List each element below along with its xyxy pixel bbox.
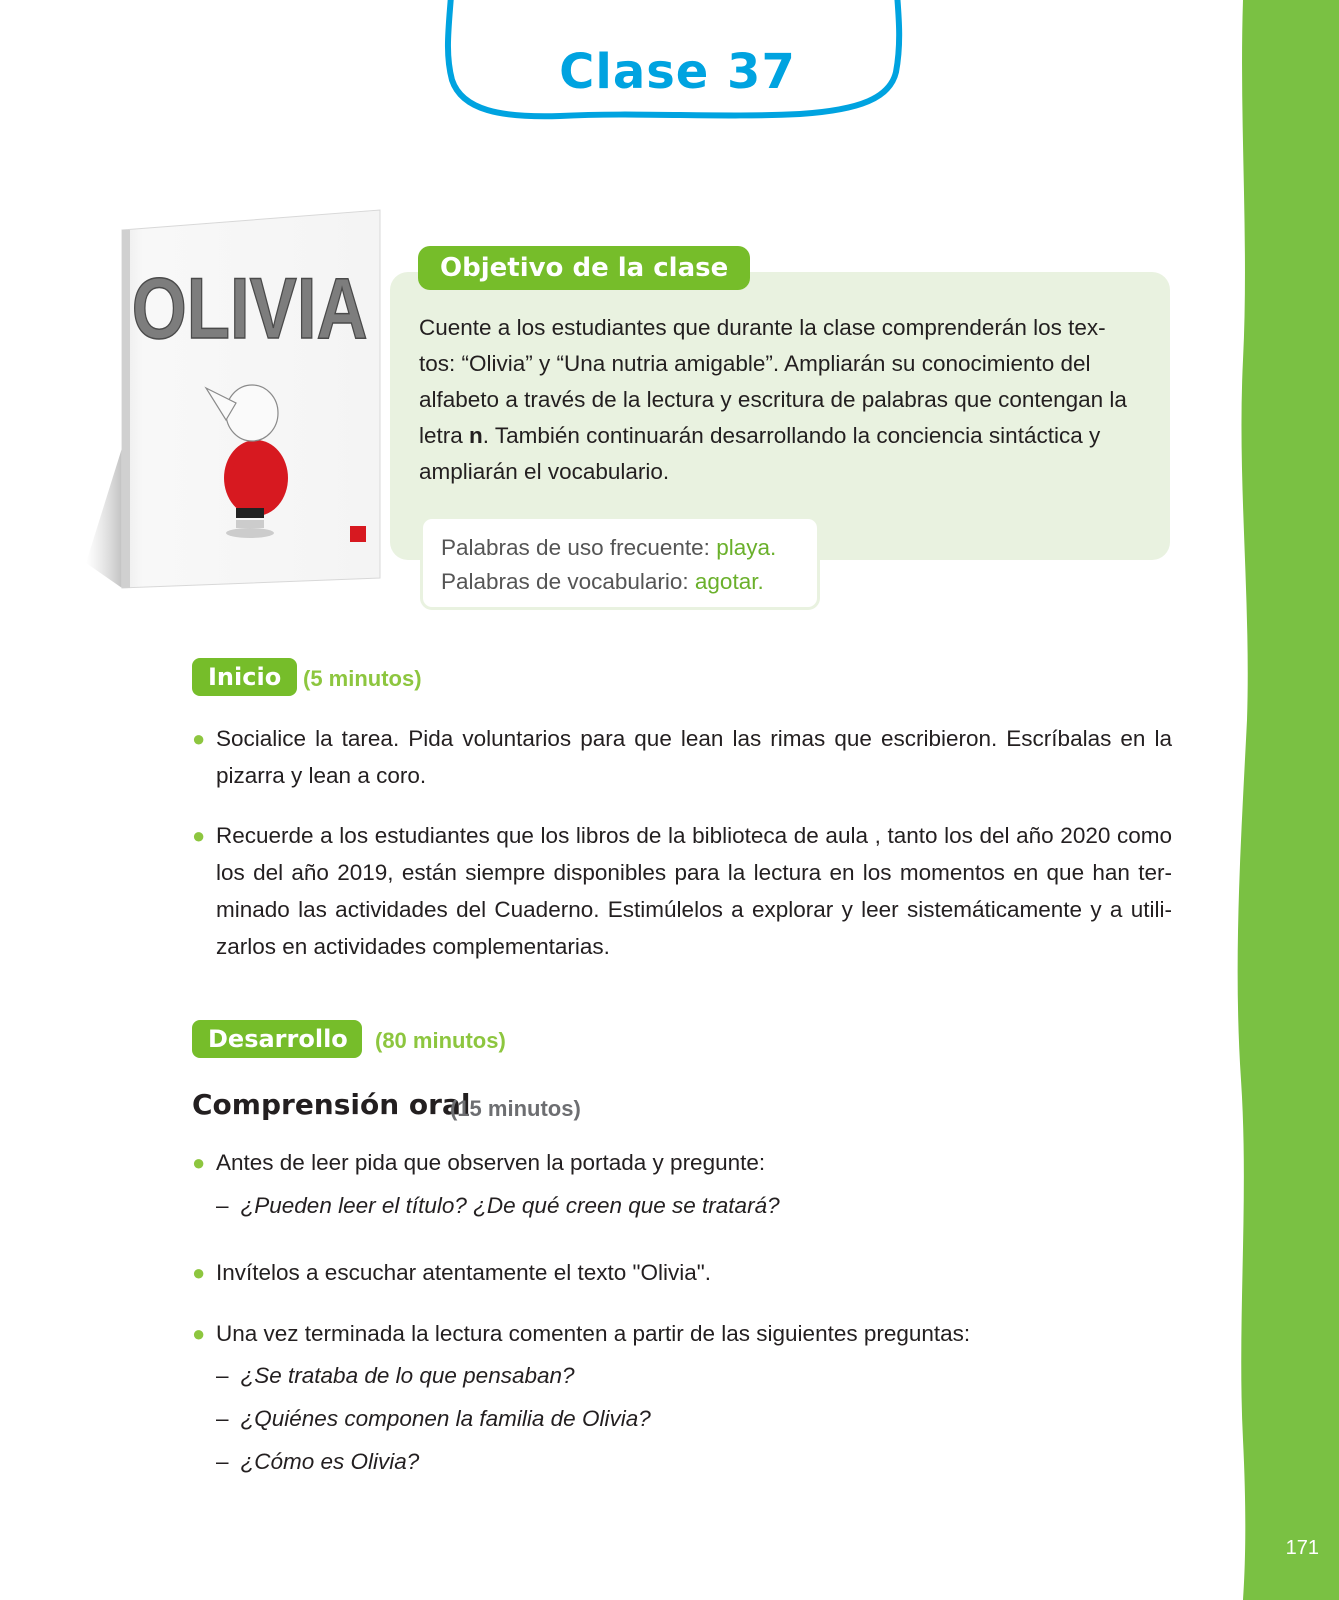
page-title: Clase 37: [559, 44, 796, 100]
list-item: ● Invítelos a escuchar atentamente el texto "Olivia".: [192, 1254, 1172, 1291]
objective-letter-n: n: [469, 423, 483, 448]
section-tag-desarrollo: Desarrollo: [192, 1020, 362, 1058]
bullet-icon: ●: [192, 1260, 206, 1285]
question-item: – ¿Quiénes componen la familia de Olivia?: [216, 1406, 651, 1431]
bullet-icon: ●: [192, 726, 206, 751]
subheading-comprension: Comprensión oral: [192, 1088, 471, 1121]
question-item: – ¿Pueden leer el título? ¿De qué creen que se tratará?: [216, 1193, 780, 1218]
list-item: ● Antes de leer pida que observen la portada y pregunte:: [192, 1144, 1172, 1181]
frequent-words-line: Palabras de uso frecuente: playa.: [441, 535, 777, 560]
objective-tag: Objetivo de la clase: [418, 246, 750, 290]
bullet-icon: ●: [192, 1321, 206, 1346]
section-tag-inicio: Inicio: [192, 658, 297, 696]
question-item: – ¿Se trataba de lo que pensaban?: [216, 1363, 575, 1388]
comprension-duration: (15 minutos): [450, 1096, 581, 1121]
side-green-band: [1229, 0, 1339, 1600]
question-item: – ¿Cómo es Olivia?: [216, 1449, 420, 1474]
cover-title: OLIVIA: [131, 261, 368, 358]
desarrollo-duration: (80 minutos): [375, 1028, 506, 1053]
bullet-icon: ●: [192, 823, 206, 848]
book-cover-image: [86, 208, 386, 608]
objective-text: Cuente a los estudiantes que durante la clase comprenderán los tex-tos: “Olivia” y “Una nutria amigable”. Ampliarán su conocimiento del alfabeto a través de la lectura y escritura de palabras que contengan la letra n. También continuarán desarrollando la conciencia sintáctica y ampliarán el vocabulario.: [419, 315, 1127, 484]
list-item: ● Socialice la tarea. Pida voluntarios para que lean las rimas que escribieron. Escríbalas en la pizarra y lean a coro.: [192, 720, 1172, 794]
page-number: 171: [1285, 1537, 1319, 1559]
inicio-duration: (5 minutos): [303, 666, 422, 691]
bullet-icon: ●: [192, 1150, 206, 1175]
vocabulary-words-line: Palabras de vocabulario: agotar.: [441, 569, 764, 594]
list-item: ● Recuerde a los estudiantes que los libros de la biblioteca de aula , tanto los del año 2020 como los del año 2019, están siempre disponibles para la lectura en los momentos en que han ter-minado las actividades del Cuaderno. Estimúlelos a explorar y leer sistemáticamente y a utili-zarlos en actividades complementarias.: [192, 817, 1172, 965]
vocabulary-box: [420, 516, 820, 610]
list-item: ● Una vez terminada la lectura comenten a partir de las siguientes preguntas:: [192, 1315, 1172, 1352]
